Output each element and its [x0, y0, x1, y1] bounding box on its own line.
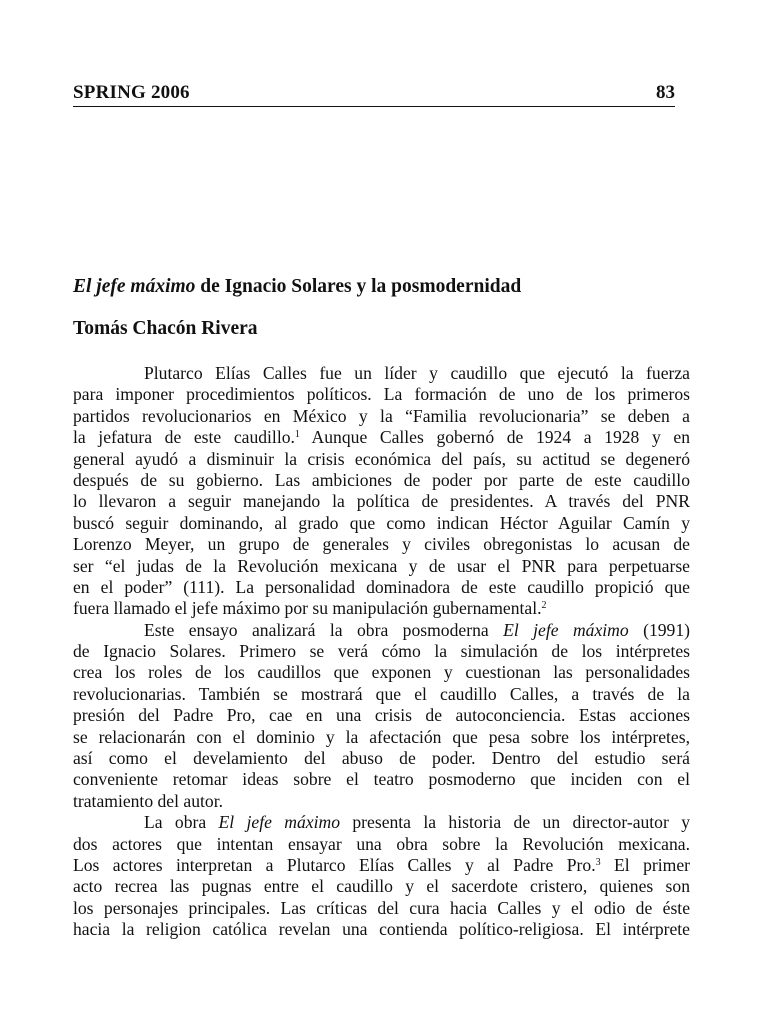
- text-segment: fuera llamado el jefe máximo por su manipulación gubernamental.: [73, 598, 542, 619]
- text-line: revolucionarias. También se mostrará que el caudillo Calles, a través de la: [73, 683, 690, 704]
- text-line: lo llevaron a seguir manejando la política de presidentes. A través del PNR: [73, 491, 690, 512]
- text-line: para imponer procedimientos políticos. La formación de uno de los primeros: [73, 384, 690, 405]
- text-segment: Aunque Calles gobernó de 1924 a 1928 y en: [299, 427, 690, 448]
- text-line: [73, 598, 690, 619]
- text-line: dos actores que intentan ensayar una obra sobre la Revolución mexicana.: [73, 833, 690, 854]
- text-segment: El primer: [600, 854, 690, 875]
- text-segment: presenta la historia de un director-autor y: [340, 812, 690, 833]
- text-line: así como el develamiento del abuso de poder. Dentro del estudio será: [73, 748, 690, 769]
- text-line: general ayudó a disminuir la crisis económica del país, su actitud se degeneró: [73, 448, 690, 469]
- text-line: acto recrea las pugnas entre el caudillo y el sacerdote cristero, quienes son: [73, 876, 690, 897]
- italic-title-ref: El jefe máximo: [218, 812, 341, 833]
- text-line: Lorenzo Meyer, un grupo de generales y civiles obregonistas lo acusan de: [73, 534, 690, 555]
- journal-issue: SPRING 2006: [73, 82, 190, 103]
- text-line: conveniente retomar ideas sobre el teatro posmoderno que inciden con el: [73, 769, 690, 790]
- text-segment: la jefatura de este caudillo.: [73, 427, 295, 448]
- text-line: partidos revolucionarios en México y la “Familia revolucionaria” se deben a: [73, 405, 690, 426]
- footnote-marker: 3: [595, 856, 601, 868]
- text-line: de Ignacio Solares. Primero se verá cómo la simulación de los intérpretes: [73, 641, 690, 662]
- title-italic: El jefe máximo: [73, 276, 196, 297]
- article-body: [73, 363, 690, 941]
- text-line: los personajes principales. Las críticas del cura hacia Calles y el odio de éste: [73, 897, 690, 918]
- text-segment: Este ensayo analizará la obra posmoderna: [144, 619, 504, 640]
- text-line: [73, 620, 690, 641]
- text-line: [73, 855, 690, 876]
- title-rest: de Ignacio Solares y la posmodernidad: [195, 276, 522, 297]
- page-number: 83: [656, 82, 675, 103]
- running-header: [73, 82, 675, 107]
- text-line: buscó seguir dominando, al grado que como indican Héctor Aguilar Camín y: [73, 512, 690, 533]
- text-line: Plutarco Elías Calles fue un líder y caudillo que ejecutó la fuerza: [144, 363, 690, 383]
- text-line: después de su gobierno. Las ambiciones de poder por parte de este caudillo: [73, 469, 690, 490]
- text-line: [73, 812, 690, 833]
- text-line: [73, 427, 690, 448]
- text-line: ser “el judas de la Revolución mexicana y de usar el PNR para perpetuarse: [73, 555, 690, 576]
- article-author: Tomás Chacón Rivera: [73, 318, 258, 339]
- article-title: [73, 276, 521, 298]
- footnote-marker: 1: [294, 429, 300, 441]
- text-segment: La obra: [144, 812, 219, 833]
- text-line: se relacionarán con el dominio y la afectación que pesa sobre los intérpretes,: [73, 726, 690, 747]
- text-line: crea los roles de los caudillos que exponen y cuestionan las personalidades: [73, 662, 690, 683]
- text-line: tratamiento del autor.: [73, 790, 223, 811]
- text-segment: (1991): [628, 619, 690, 640]
- text-line: presión del Padre Pro, cae en una crisis de autoconciencia. Estas acciones: [73, 705, 690, 726]
- text-segment: Los actores interpretan a Plutarco Elías Calles y al Padre Pro.: [73, 854, 596, 875]
- text-line: hacia la religion católica revelan una contienda político-religiosa. El intérprete: [73, 919, 690, 940]
- text-line: en el poder” (111). La personalidad dominadora de este caudillo propició que: [73, 576, 690, 597]
- italic-title-ref: El jefe máximo: [503, 619, 629, 640]
- footnote-marker: 2: [541, 600, 547, 612]
